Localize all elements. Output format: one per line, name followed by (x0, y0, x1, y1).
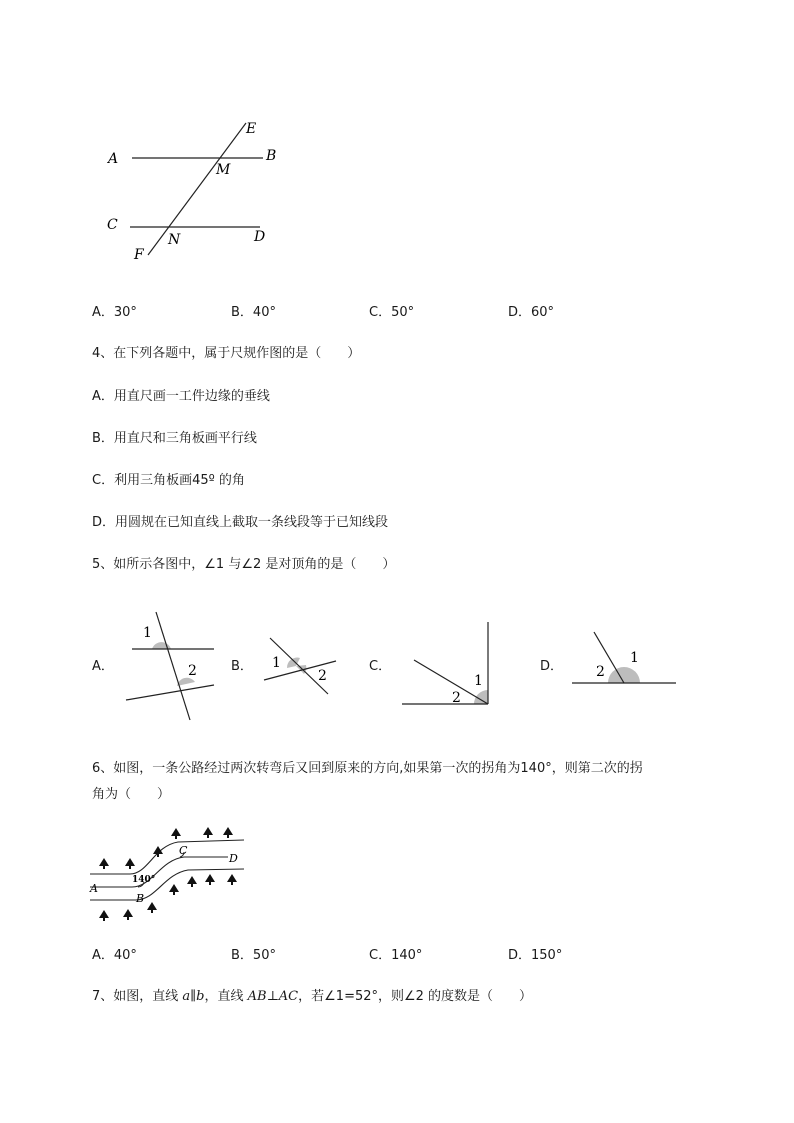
q5-figure-d (570, 628, 680, 690)
q6-option-d: D．150° (508, 948, 563, 963)
q6-option-c: C．140° (369, 948, 423, 963)
q5-figure-a (118, 610, 222, 722)
line-ef (148, 123, 246, 255)
q5d-angle-2: 2 (596, 664, 605, 680)
q7-stem-prefix: 7、如图，直线 (92, 989, 183, 1004)
label-f: F (134, 247, 144, 263)
q6-label-d: D (229, 852, 238, 865)
q7-stem-var1: a∥b (182, 989, 205, 1004)
q3-option-d: D．60° (508, 305, 555, 320)
q5c-angle-2: 2 (452, 690, 461, 706)
label-e: E (246, 121, 257, 137)
q6-option-a: A．40° (92, 948, 137, 963)
q6-label-b: B (136, 892, 145, 905)
q5-option-b-letter: B． (231, 659, 253, 674)
q4-stem: 4、在下列各题中，属于尺规作图的是（ ） (92, 346, 361, 361)
q5-stem: 5、如所示各图中，∠1 与∠2 是对顶角的是（ ） (92, 557, 396, 572)
q6-label-a: A (90, 882, 98, 895)
q5c-angle-1: 1 (474, 673, 483, 689)
q5-figure-c (400, 620, 495, 710)
q7-stem-var2: AB⊥AC (247, 989, 299, 1004)
q7-stem (92, 988, 532, 1006)
q6-stem-line1: 6、如图，一条公路经过两次转弯后又回到原来的方向,如果第一次的拐角为140°，则第二次的拐 (92, 761, 643, 776)
q3-option-b: B．40° (231, 305, 276, 320)
q3-option-a: A．30° (92, 305, 137, 320)
label-m: M (216, 162, 231, 178)
q5d-angle-1: 1 (630, 650, 639, 666)
q6-stem-line2: 角为（ ） (92, 787, 171, 802)
label-d: D (254, 229, 266, 245)
q5a-angle-2: 2 (188, 663, 197, 679)
q4-option-c: C．利用三角板画45º 的角 (92, 473, 245, 488)
q5b-angle-2: 2 (318, 668, 327, 684)
q7-stem-mid: ，直线 (204, 989, 248, 1004)
label-b: B (266, 148, 277, 164)
q5-figure-b (260, 632, 340, 700)
label-n: N (168, 232, 181, 248)
q4-option-d: D．用圆规在已知直线上截取一条线段等于已知线段 (92, 515, 389, 530)
q3-figure (100, 115, 290, 265)
q5-option-a-letter: A． (92, 659, 114, 674)
q7-stem-suffix: ，若∠1=52°，则∠2 的度数是（ ） (298, 989, 533, 1004)
label-c: C (107, 217, 118, 233)
q6-road-figure (88, 824, 248, 924)
q6-label-c: C (179, 844, 188, 857)
q4-option-a: A．用直尺画一工件边缘的垂线 (92, 389, 270, 404)
q5a-angle-1: 1 (143, 625, 152, 641)
q5-option-d-letter: D． (540, 659, 564, 674)
q5-option-c-letter: C． (369, 659, 392, 674)
label-a: A (108, 151, 119, 167)
q6-label-angle: 140° (132, 875, 156, 885)
q3-option-c: C．50° (369, 305, 415, 320)
q6-option-b: B．50° (231, 948, 276, 963)
q4-option-b: B．用直尺和三角板画平行线 (92, 431, 257, 446)
q5b-angle-1: 1 (272, 655, 281, 671)
